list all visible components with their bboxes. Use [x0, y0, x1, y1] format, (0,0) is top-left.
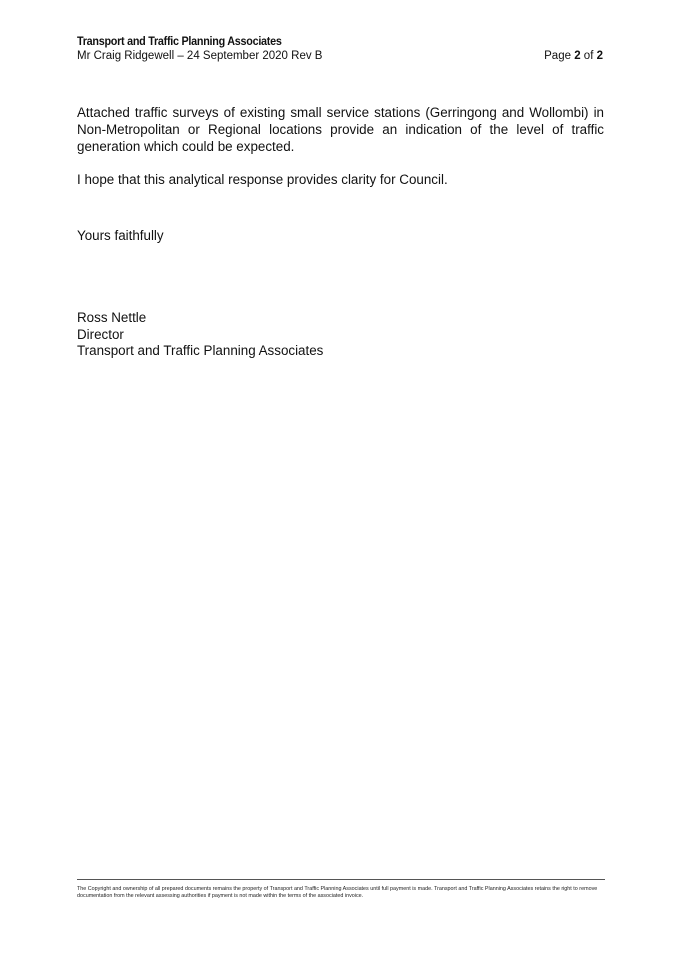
page-current: 2: [574, 50, 581, 62]
letter-body: [77, 104, 604, 358]
page-prefix: Page: [544, 50, 571, 62]
copyright-disclaimer: The Copyright and ownership of all prepared documents remains the property of Transport and Traffic Planning Associates until full payment is made. Transport and Traffic Planning Associates retains the right to remove documentation from the relevant assessing authorities if payment is not made within the terms of the associated invoice.: [77, 886, 598, 899]
signatory-company: Transport and Traffic Planning Associates: [77, 343, 324, 358]
closing-salutation: Yours faithfully: [77, 228, 164, 243]
page-total: 2: [596, 50, 603, 62]
page-of: of: [583, 50, 594, 62]
header-subline: [77, 49, 603, 63]
paragraph-clarity: I hope that this analytical response provides clarity for Council.: [77, 172, 448, 187]
page-header: [77, 34, 603, 63]
paragraph-traffic-surveys: Attached traffic surveys of existing small service stations (Gerringong and Wollombi) in Non-Metropolitan or Regional locations provide an indication of the level of traffic generation which could be expected.: [77, 105, 604, 154]
company-name: Transport and Traffic Planning Associates: [77, 34, 282, 48]
signatory-title: Director: [77, 326, 124, 342]
signatory-name: Ross Nettle: [77, 310, 147, 325]
signature-block: [77, 310, 323, 360]
page-number: [544, 49, 603, 63]
copyright-footer: [77, 879, 605, 900]
letter-reference: Mr Craig Ridgewell – 24 September 2020 Rev B: [77, 50, 323, 62]
